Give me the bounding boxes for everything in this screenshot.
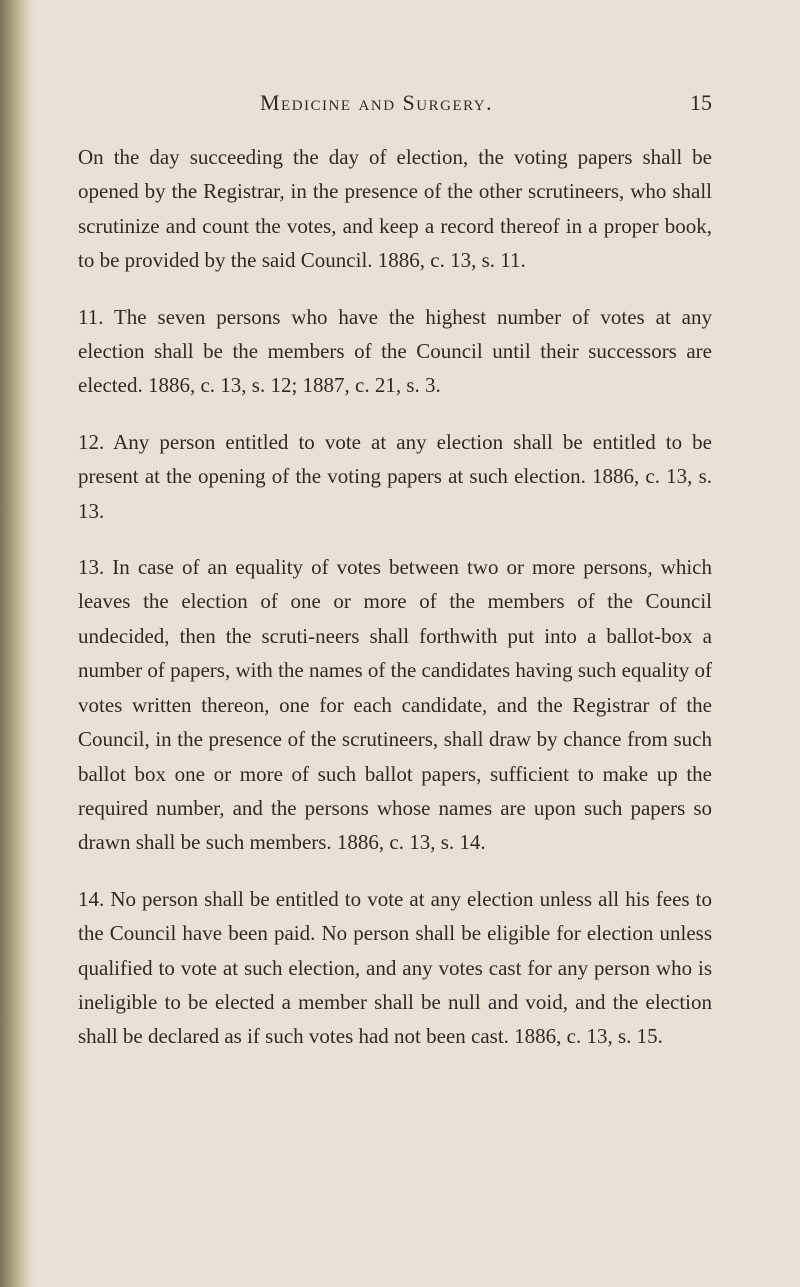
page-header xyxy=(80,86,720,126)
paragraph-continuation: On the day succeeding the day of election, the voting papers shall be opened by the Registrar, in the presence of the other scrutineers, who shall scrutinize and count the votes, and keep a record thereof in a proper book, to be provided by the said Council. 1886, c. 13, s. 11. xyxy=(78,145,712,273)
page-gutter-shadow xyxy=(0,0,34,1287)
page-number: 15 xyxy=(690,90,712,115)
paragraph-section-12: 12. Any person entitled to vote at any election shall be entitled to be present at the opening of the voting papers at such election. 1886, c. 13, s. 13. xyxy=(78,429,712,523)
running-head: Medicine and Surgery. xyxy=(260,90,494,115)
paragraph-section-11: 11. The seven persons who have the highest number of votes at any election shall be the members of the Council until their successors are elected. 1886, c. 13, s. 12; 1887, c. 21, s. 3. xyxy=(78,304,712,398)
body-text xyxy=(78,140,712,1076)
paragraph-section-13: 13. In case of an equality of votes between two or more persons, which leaves the election of one or more of the members of the Council undecided, then the scruti-neers shall forthwith put into a ballot-box a number of papers, with the names of the candidates having such equality of votes written thereon, one for each candidate, and the Registrar of the Council, in the presence of the scrutineers, shall draw by chance from such ballot box one or more of such ballot papers, sufficient to make up the required number, and the persons whose names are upon such papers so drawn shall be such members. 1886, c. 13, s. 14. xyxy=(78,555,712,855)
paragraph-section-14: 14. No person shall be entitled to vote at any election unless all his fees to the Council have been paid. No person shall be eligible for election unless qualified to vote at such election, and any votes cast for any person who is ineligible to be elected a member shall be null and void, and the election shall be declared as if such votes had not been cast. 1886, c. 13, s. 15. xyxy=(78,886,712,1049)
